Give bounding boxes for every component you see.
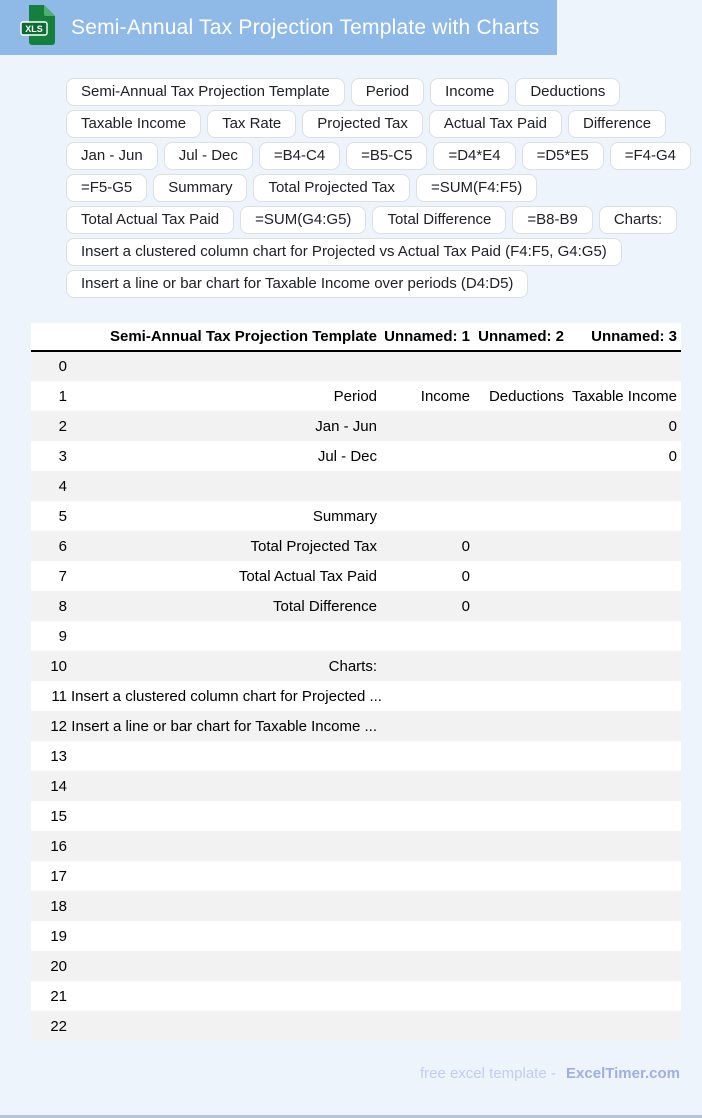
table-row: [31, 441, 681, 471]
table-cell: [474, 441, 568, 471]
table-row: [31, 921, 681, 951]
row-index-cell: 12: [50, 717, 67, 735]
row-index-cell: 15: [50, 807, 67, 825]
table-cell: [71, 1011, 381, 1041]
spreadsheet-preview-table: [50, 323, 678, 1041]
table-cell: [381, 831, 474, 861]
table-cell: [474, 621, 568, 651]
row-index-cell: 7: [58, 567, 67, 585]
row-index-cell: 18: [50, 897, 67, 915]
table-cell: [568, 801, 681, 831]
table-row: [31, 621, 681, 651]
table-cell: [381, 891, 474, 921]
column-header: Unnamed: 3: [568, 323, 681, 351]
table-cell: [381, 861, 474, 891]
keyword-chip[interactable]: =F5-G5: [66, 174, 147, 202]
table-cell: [381, 441, 474, 471]
table-row: [31, 681, 681, 711]
table-cell: [381, 981, 474, 1011]
keyword-chip[interactable]: Total Difference: [372, 206, 506, 234]
row-index-cell: 5: [58, 507, 67, 525]
column-header: Semi-Annual Tax Projection Template: [71, 323, 381, 351]
table-cell: [568, 831, 681, 861]
page-footer: [0, 1065, 680, 1082]
table-row: [31, 711, 681, 741]
table-cell: Jul - Dec: [317, 447, 377, 465]
keyword-chip[interactable]: Income: [430, 78, 509, 106]
table-cell: [474, 501, 568, 531]
table-cell: [381, 651, 474, 681]
table-cell: [474, 711, 568, 741]
table-cell: [71, 891, 381, 921]
keyword-chip[interactable]: Projected Tax: [302, 110, 423, 138]
table-cell: [71, 831, 381, 861]
keyword-chip[interactable]: =B4-C4: [259, 142, 340, 170]
column-header: Unnamed: 1: [381, 323, 474, 351]
table-cell: [71, 921, 381, 951]
table-cell: [71, 861, 381, 891]
table-cell: [71, 741, 381, 771]
table-row: [31, 381, 681, 411]
table-cell: [381, 1011, 474, 1041]
row-index-cell: 16: [50, 837, 67, 855]
row-index-cell: 8: [58, 597, 67, 615]
table-cell: Income: [420, 387, 470, 405]
table-row: [31, 801, 681, 831]
row-index-cell: 10: [50, 657, 67, 675]
table-cell: [474, 741, 568, 771]
page-title: Semi-Annual Tax Projection Template with Charts: [71, 15, 540, 39]
table-row: [31, 981, 681, 1011]
keyword-chip[interactable]: Jul - Dec: [164, 142, 253, 170]
table-cell: [474, 411, 568, 441]
table-cell: [474, 561, 568, 591]
table-cell: [474, 531, 568, 561]
table-row: [31, 741, 681, 771]
keyword-chip[interactable]: Summary: [153, 174, 247, 202]
keyword-chip[interactable]: Taxable Income: [66, 110, 201, 138]
table-cell: [381, 951, 474, 981]
column-header: Unnamed: 2: [474, 323, 568, 351]
table-cell: [71, 351, 381, 381]
table-body: [31, 351, 681, 1041]
table-cell: Insert a clustered column chart for Projected ...: [71, 687, 382, 705]
keyword-chip[interactable]: =F4-G4: [610, 142, 691, 170]
keyword-chip[interactable]: =B5-C5: [346, 142, 427, 170]
table-cell: [71, 981, 381, 1011]
table-cell: [568, 501, 681, 531]
table-cell: [568, 651, 681, 681]
table-row: [31, 591, 681, 621]
table-cell: [568, 531, 681, 561]
table-row: [31, 1011, 681, 1041]
keyword-chip[interactable]: Jan - Jun: [66, 142, 158, 170]
table-cell: Total Actual Tax Paid: [238, 567, 377, 585]
table-cell: [474, 861, 568, 891]
table-cell: 0: [461, 597, 470, 615]
table-cell: [474, 831, 568, 861]
row-index-cell: 2: [58, 417, 67, 435]
table-cell: 0: [668, 447, 677, 465]
row-index-cell: 4: [58, 477, 67, 495]
table-cell: [474, 801, 568, 831]
table-cell: [381, 921, 474, 951]
keyword-chip[interactable]: Semi-Annual Tax Projection Template: [66, 78, 345, 106]
xls-file-icon: [18, 3, 58, 52]
keyword-chip[interactable]: =D5*E5: [522, 142, 604, 170]
table-row: [31, 771, 681, 801]
table-cell: [568, 861, 681, 891]
keyword-chip[interactable]: =B8-B9: [512, 206, 592, 234]
table-cell: [474, 651, 568, 681]
table-cell: [381, 471, 474, 501]
row-index-cell: 9: [58, 627, 67, 645]
footer-tagline: free excel template -: [419, 1065, 556, 1082]
page-header: [0, 0, 557, 55]
keyword-chip[interactable]: Charts:: [599, 206, 677, 234]
table-row: [31, 531, 681, 561]
table-cell: [474, 771, 568, 801]
table-cell: [474, 471, 568, 501]
table-cell: [568, 1011, 681, 1041]
row-index-cell: 1: [58, 387, 67, 405]
table-cell: [474, 921, 568, 951]
row-index-cell: 21: [50, 987, 67, 1005]
table-row: [31, 951, 681, 981]
table-cell: [568, 591, 681, 621]
table-cell: Deductions: [488, 387, 564, 405]
table-cell: [474, 591, 568, 621]
index-column-header: [31, 323, 71, 351]
keyword-chip[interactable]: Insert a line or bar chart for Taxable Income over periods (D4:D5): [66, 270, 528, 298]
row-index-cell: 11: [51, 687, 67, 705]
table-cell: [568, 561, 681, 591]
keyword-chip[interactable]: Period: [351, 78, 424, 106]
keyword-chip[interactable]: Insert a clustered column chart for Projected vs Actual Tax Paid (F4:F5, G4:G5): [66, 238, 622, 266]
table-row: [31, 351, 681, 381]
table-cell: [474, 1011, 568, 1041]
row-index-cell: 3: [58, 447, 67, 465]
table-cell: 0: [461, 567, 470, 585]
row-index-cell: 14: [50, 777, 67, 795]
table-cell: [474, 351, 568, 381]
exceltimer-link[interactable]: ExcelTimer.com: [566, 1065, 680, 1082]
table-cell: Summary: [312, 507, 377, 525]
table-row: [31, 471, 681, 501]
row-index-cell: 22: [50, 1017, 67, 1035]
table-cell: [381, 681, 474, 711]
table-cell: [568, 951, 681, 981]
keyword-chip[interactable]: Total Projected Tax: [253, 174, 409, 202]
keyword-chips: [66, 78, 696, 298]
row-index-cell: 6: [58, 537, 67, 555]
row-index-cell: 13: [50, 747, 67, 765]
table-cell: Jan - Jun: [315, 417, 377, 435]
table-row: [31, 861, 681, 891]
table-cell: Charts:: [328, 657, 377, 675]
svg-text:XLS: XLS: [25, 24, 43, 34]
table-cell: [568, 981, 681, 1011]
table-row: [31, 651, 681, 681]
keyword-chip[interactable]: =D4*E4: [433, 142, 515, 170]
table-cell: [568, 471, 681, 501]
table-cell: [71, 771, 381, 801]
table-cell: [381, 741, 474, 771]
table-cell: 0: [668, 417, 677, 435]
keyword-chip[interactable]: =SUM(G4:G5): [240, 206, 366, 234]
table-cell: [381, 501, 474, 531]
table-cell: [568, 351, 681, 381]
table-cell: [568, 621, 681, 651]
table-cell: [381, 711, 474, 741]
keyword-chip[interactable]: Deductions: [515, 78, 620, 106]
table-cell: [474, 891, 568, 921]
table-cell: [71, 471, 381, 501]
table-cell: [474, 681, 568, 711]
table-cell: [568, 921, 681, 951]
table-cell: [568, 771, 681, 801]
table-cell: [71, 621, 381, 651]
table-cell: [568, 711, 681, 741]
row-index-cell: 19: [50, 927, 67, 945]
table-cell: [474, 951, 568, 981]
table-header-row: [31, 323, 681, 351]
table-cell: Taxable Income: [571, 387, 677, 405]
keyword-chip[interactable]: =SUM(F4:F5): [416, 174, 537, 202]
table-cell: Total Projected Tax: [250, 537, 377, 555]
table-cell: Period: [333, 387, 377, 405]
table-cell: [71, 801, 381, 831]
table-cell: [381, 771, 474, 801]
keyword-chip[interactable]: Difference: [568, 110, 666, 138]
table-cell: [71, 951, 381, 981]
table-cell: [381, 351, 474, 381]
table-row: [31, 831, 681, 861]
keyword-chip[interactable]: Actual Tax Paid: [429, 110, 562, 138]
table-cell: [568, 741, 681, 771]
table-row: [31, 501, 681, 531]
table-row: [31, 891, 681, 921]
row-index-cell: 0: [58, 358, 67, 375]
row-index-cell: 20: [50, 957, 67, 975]
table-cell: [474, 981, 568, 1011]
keyword-chip[interactable]: Total Actual Tax Paid: [66, 206, 234, 234]
table-row: [31, 561, 681, 591]
keyword-chip[interactable]: Tax Rate: [207, 110, 296, 138]
table-cell: [568, 891, 681, 921]
table-cell: Insert a line or bar chart for Taxable Income ...: [71, 717, 377, 735]
row-index-cell: 17: [50, 867, 67, 885]
table-cell: [381, 411, 474, 441]
table-cell: [568, 681, 681, 711]
table-cell: [381, 801, 474, 831]
table-row: [31, 411, 681, 441]
table-cell: Total Difference: [273, 597, 377, 615]
table-cell: 0: [461, 537, 470, 555]
table-cell: [381, 621, 474, 651]
